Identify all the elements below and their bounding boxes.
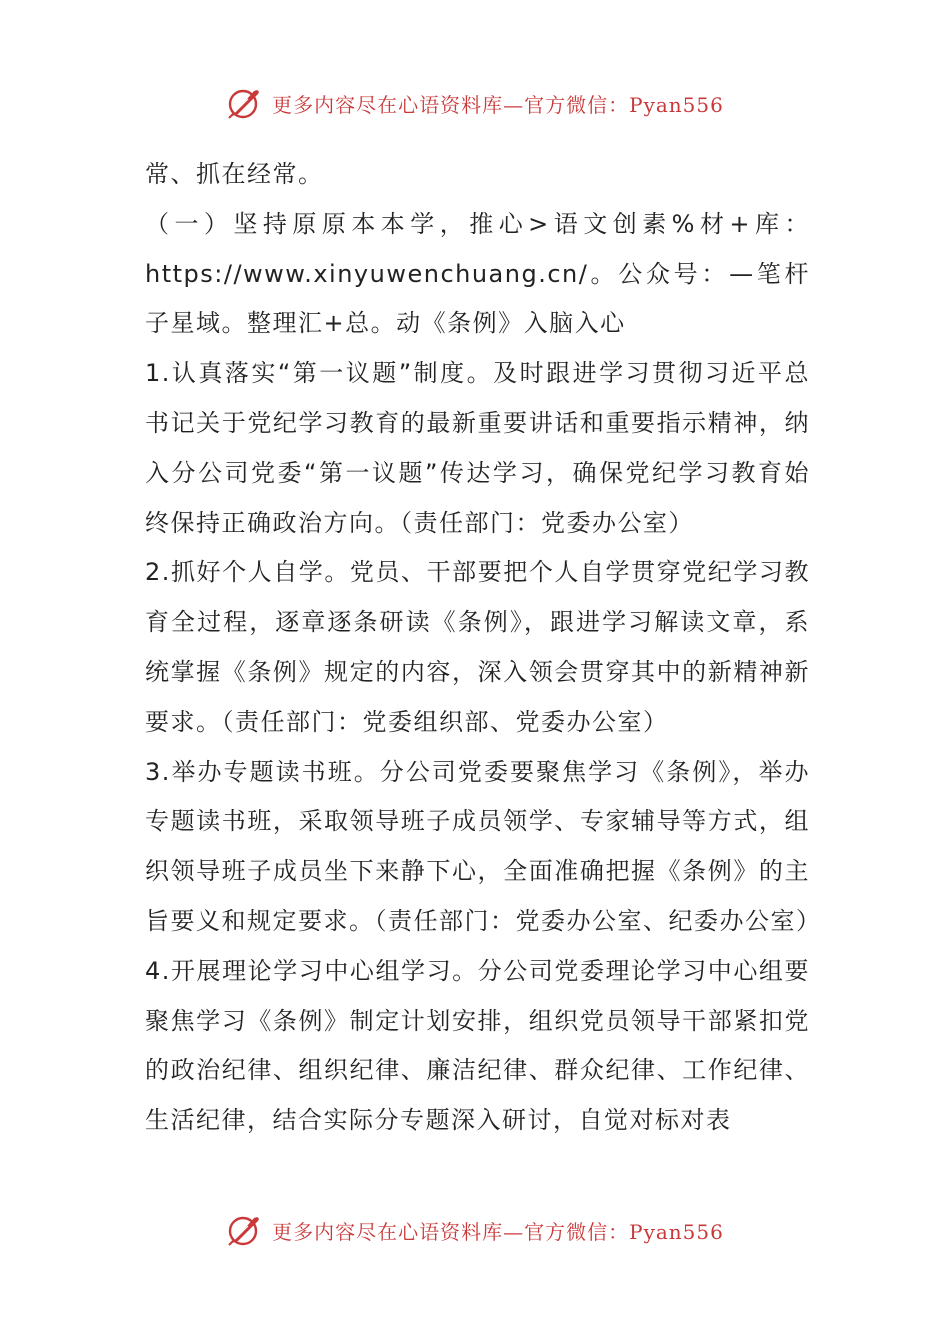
footer-banner-text: 更多内容尽在心语资料库—官方微信：Pyan556 [272,1219,724,1244]
body-paragraph: 2.抓好个人自学。党员、干部要把个人自学贯穿党纪学习教育全过程，逐章逐条研读《条例》，跟进学习解读文章，系统掌握《条例》规定的内容，深入领会贯穿其中的新精神新要求。（责任部门：党委组织部、党委办公室） [145,558,810,736]
header-banner [0,78,950,128]
body-paragraph: 3.举办专题读书班。分公司党委要聚焦学习《条例》，举办专题读书班，采取领导班子成员领学、专家辅导等方式，组织领导班子成员坐下来静下心，全面准确把握《条例》的主旨要义和规定要求。（责任部门：党委办公室、纪委办公室） [145,757,822,935]
body-paragraph: 1.认真落实“第一议题”制度。及时跟进学习贯彻习近平总书记关于党纪学习教育的最新重要讲话和重要指示精神，纳入分公司党委“第一议题”传达学习，确保党纪学习教育始终保持正确政治方向。（责任部门：党委办公室） [145,359,810,537]
body-paragraph: 4.开展理论学习中心组学习。分公司党委理论学习中心组要聚焦学习《条例》制定计划安排，组织党员领导干部紧扣党的政治纪律、组织纪律、廉洁纪律、群众纪律、工作纪律、生活纪律，结合实际分专题深入研讨，自觉对标对表 [145,956,810,1135]
document-body [145,150,822,1146]
quill-logo-icon [226,1212,262,1248]
footer-banner [0,1205,950,1255]
header-banner-text: 更多内容尽在心语资料库—官方微信：Pyan556 [272,92,724,117]
body-paragraph: （一）坚持原原本本学，推心>语文创素%材+库：https://www.xinyuwenchuang.cn/。公众号：—笔杆子星域。整理汇+总。动《条例》入脑入心 [145,209,810,338]
body-paragraph: 常、抓在经常。 [145,160,324,188]
quill-logo-icon [226,85,262,121]
